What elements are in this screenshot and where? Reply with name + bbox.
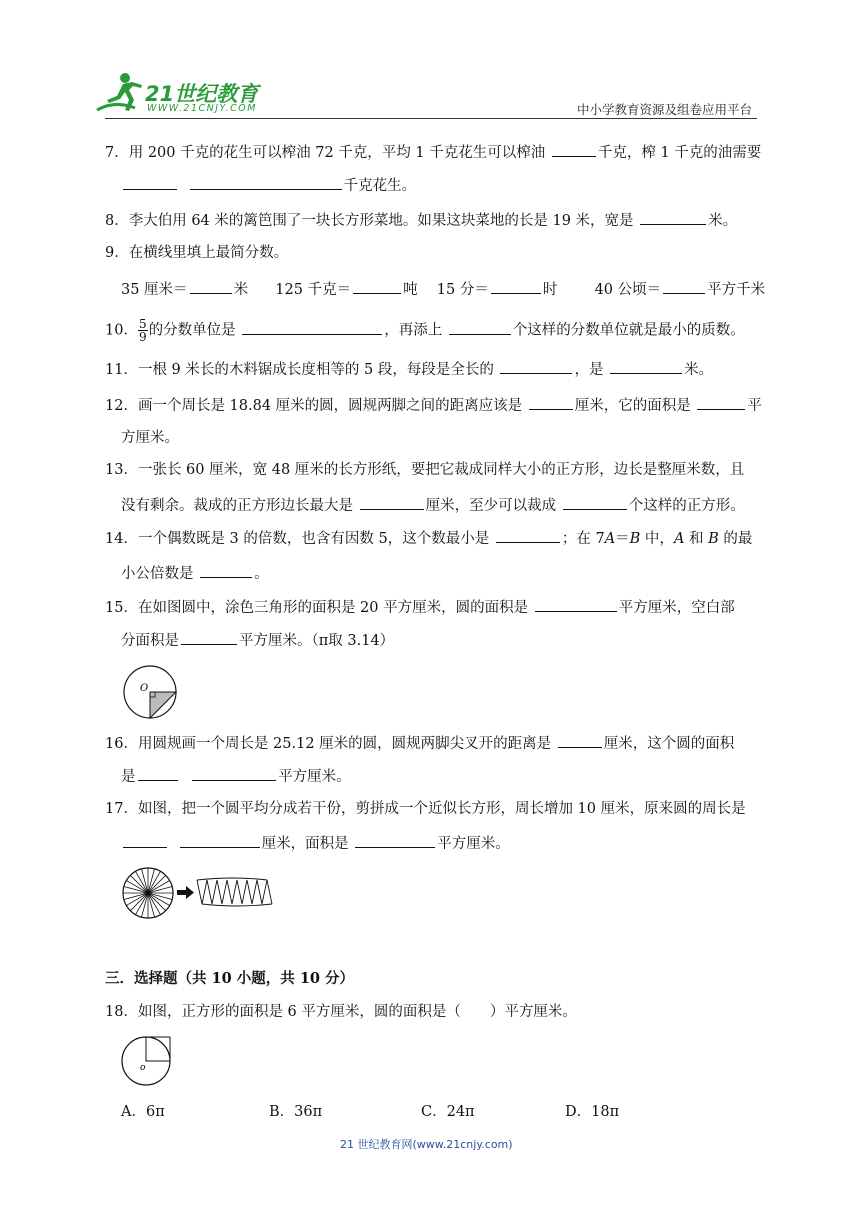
q18-option-d-label: D． [565, 1104, 592, 1120]
q14-var-b2: B [708, 531, 719, 547]
q11-blank-2[interactable] [610, 359, 682, 374]
q18-option-b-value: 36π [294, 1104, 323, 1120]
q15-text-b: 平方厘米，空白部 [618, 600, 735, 616]
q12-blank-2[interactable] [697, 395, 745, 410]
question-10 [105, 318, 745, 343]
q12-text-c: 平 [747, 398, 762, 414]
q12-line2: 方厘米。 [121, 430, 179, 446]
q9-item-1-blank[interactable] [190, 279, 232, 294]
q14-blank-2[interactable] [200, 563, 252, 578]
q15-line2-b: 平方厘米。（π取 3.14） [239, 633, 395, 649]
question-14-line-1 [105, 528, 752, 549]
q14-var-a2: A [673, 531, 685, 547]
question-18 [105, 1002, 577, 1022]
q17-blank-2[interactable] [180, 833, 260, 848]
q9-item-1-post: 米 [233, 282, 249, 298]
question-16-line-1 [105, 733, 734, 754]
q7-blank-2[interactable] [123, 175, 177, 190]
question-7-line-1 [105, 142, 761, 163]
header-divider [105, 118, 757, 119]
logo-text: 21世纪教育 [145, 82, 259, 106]
q9-item-2-blank[interactable] [353, 279, 401, 294]
q7-blank-3[interactable] [190, 175, 342, 190]
q14-line2-a: 小公倍数是 [121, 566, 194, 582]
q13-text-a: 没有剩余。裁成的正方形边长最大是 [121, 498, 353, 514]
q10-blank-1[interactable] [242, 320, 382, 335]
q7-text-c: 千克花生。 [343, 178, 417, 194]
q10-frac-den: 9 [138, 330, 147, 344]
q16-text-b: 厘米，这个圆的面积 [603, 736, 735, 752]
q18-text: 18．如图，正方形的面积是 6 平方厘米，圆的面积是（ ）平方厘米。 [105, 1004, 577, 1020]
q17-text-a: 17．如图，把一个圆平均分成若干份，剪拼成一个近似长方形，周长增加 10 厘米，原来圆的周长是 [105, 801, 746, 817]
q16-line2-a: 是 [121, 769, 136, 785]
q8-text: 8．李大伯用 64 米的篱笆围了一块长方形菜地。如果这块菜地的长是 19 米，宽是 [105, 213, 634, 229]
section-3-title: 三．选择题（共 10 小题，共 10 分） [105, 970, 355, 987]
q16-text-a: 16．用圆规画一个周长是 25.12 厘米的圆，圆规两脚尖叉开的距离是 [105, 736, 552, 752]
question-13-line-1 [105, 460, 744, 480]
q10-text-a: 的分数单位是 [148, 322, 236, 339]
q17-blank-1[interactable] [123, 833, 167, 848]
q12-blank-1[interactable] [529, 395, 573, 410]
q17-line2-a: 厘米，面积是 [261, 836, 349, 852]
question-7-line-2 [121, 175, 416, 196]
q12-text-a: 12．画一个周长是 18.84 厘米的圆，圆规两脚之间的距离应该是 [105, 398, 523, 414]
q17-blank-3[interactable] [355, 833, 435, 848]
question-12-line-2 [121, 428, 179, 448]
q15-figure [121, 664, 181, 720]
circle-to-rectangle-figure [121, 866, 281, 920]
runner-logo-icon [95, 70, 145, 115]
q18-option-c[interactable] [421, 1102, 565, 1122]
q8-tail: 米。 [708, 213, 738, 229]
q15-line2-a: 分面积是 [121, 633, 179, 649]
q14-and: 和 [684, 531, 709, 547]
q18-figure [121, 1035, 173, 1087]
q10-fraction [138, 318, 148, 343]
q9-item-4-blank[interactable] [663, 279, 705, 294]
q9-item-3-post: 时 [542, 282, 558, 298]
approx-rectangle-icon [197, 878, 273, 906]
q16-blank-1[interactable] [558, 733, 602, 748]
q10-text-c: 个这样的分数单位就是最小的质数。 [512, 322, 745, 339]
q9-item-3-pre: 15 分＝ [436, 282, 489, 298]
q18-options [121, 1102, 619, 1122]
question-14-line-2 [121, 563, 269, 584]
q14-var-b: B [629, 531, 641, 547]
question-11 [105, 359, 713, 380]
q17-figure [121, 866, 281, 920]
q15-text-a: 15．在如图圆中，涂色三角形的面积是 20 平方厘米，圆的面积是 [105, 600, 529, 616]
header-right-text: 中小学教育资源及组卷应用平台 [577, 102, 753, 117]
q9-item-3-blank[interactable] [491, 279, 541, 294]
q11-blank-1[interactable] [500, 359, 572, 374]
question-15-line-2 [121, 630, 394, 651]
q13-line1: 13．一张长 60 厘米，宽 48 厘米的长方形纸，要把它裁成同样大小的正方形，边长是整厘米数，且 [105, 462, 745, 478]
footer-link[interactable]: 21 世纪教育网(www.21cnjy.com) [340, 1138, 513, 1151]
q9-item-4-post: 平方千米 [707, 282, 766, 298]
q10-num: 10． [105, 322, 138, 339]
question-13-line-2 [121, 495, 745, 516]
q14-eq: ＝ [615, 531, 630, 547]
question-9 [105, 243, 288, 263]
q18-option-c-value: 24π [446, 1104, 475, 1120]
q7-blank-1[interactable] [552, 142, 596, 157]
circle-with-shaded-triangle-figure [121, 664, 181, 720]
q18-option-a-label: A． [121, 1104, 146, 1120]
q17-line2-b: 平方厘米。 [437, 836, 510, 852]
question-12-line-1 [105, 395, 762, 416]
q10-blank-2[interactable] [449, 320, 511, 335]
q18-option-c-label: C． [421, 1104, 447, 1120]
q15-blank-2[interactable] [181, 630, 237, 645]
q11-text-b: ，是 [574, 362, 604, 378]
q9-text: 9．在横线里填上最简分数。 [105, 245, 289, 261]
q14-text-b: ；在 7 [561, 531, 605, 547]
q14-var-a: A [604, 531, 616, 547]
q14-blank-1[interactable] [496, 528, 560, 543]
q13-blank-1[interactable] [360, 495, 424, 510]
q18-option-b[interactable] [269, 1102, 421, 1122]
q14-line2-b: 。 [254, 566, 269, 582]
q9-item-2-post: 吨 [403, 282, 418, 298]
right-arrow-icon [177, 886, 194, 899]
q8-blank[interactable] [640, 210, 706, 225]
q10-frac-num: 5 [138, 317, 147, 331]
question-17-line-2 [121, 833, 510, 854]
q11-text-c: 米。 [684, 362, 714, 378]
q18-figure-label: o [140, 1063, 146, 1073]
q13-text-b: 厘米，至少可以裁成 [425, 498, 557, 514]
q7-text-b: 千克，榨 1 千克的油需要 [597, 145, 762, 161]
q13-text-c: 个这样的正方形。 [628, 498, 745, 514]
logo-subtext: WWW.21CNJY.COM [147, 103, 257, 114]
q13-blank-2[interactable] [563, 495, 627, 510]
q18-option-a-value: 6π [145, 1104, 165, 1120]
q16-line2-b: 平方厘米。 [278, 769, 351, 785]
question-8 [105, 210, 737, 231]
q16-blank-3[interactable] [192, 766, 276, 781]
q15-blank-1[interactable] [535, 597, 617, 612]
q9-item-4-pre: 40 公顷＝ [594, 282, 662, 298]
q15-figure-label: O [140, 683, 149, 694]
q18-option-d-value: 18π [591, 1104, 620, 1120]
divided-circle-icon [123, 868, 173, 918]
circle-with-square-figure [121, 1035, 173, 1087]
q7-text-a: 7．用 200 千克的花生可以榨油 72 千克，平均 1 千克花生可以榨油 [105, 145, 546, 161]
q9-items [121, 279, 765, 300]
q18-option-b-label: B． [269, 1104, 295, 1120]
q18-option-d[interactable] [565, 1104, 619, 1120]
q10-text-b: ，再添上 [384, 322, 443, 339]
question-17-line-1 [105, 799, 746, 819]
logo [95, 70, 265, 115]
question-16-line-2 [121, 766, 351, 787]
q14-text-a: 14．一个偶数既是 3 的倍数，也含有因数 5，这个数最小是 [105, 531, 490, 547]
q11-text-a: 11．一根 9 米长的木料锯成长度相等的 5 段，每段是全长的 [105, 362, 494, 378]
q14-text-d: 的最 [718, 531, 753, 547]
q9-item-1-pre: 35 厘米＝ [121, 282, 188, 298]
q9-item-2-pre: 125 千克＝ [275, 282, 352, 298]
q14-text-c: 中， [640, 531, 674, 547]
q12-text-b: 厘米，它的面积是 [574, 398, 691, 414]
question-15-line-1 [105, 597, 735, 618]
q18-option-a[interactable] [121, 1102, 269, 1122]
q16-blank-2[interactable] [138, 766, 178, 781]
